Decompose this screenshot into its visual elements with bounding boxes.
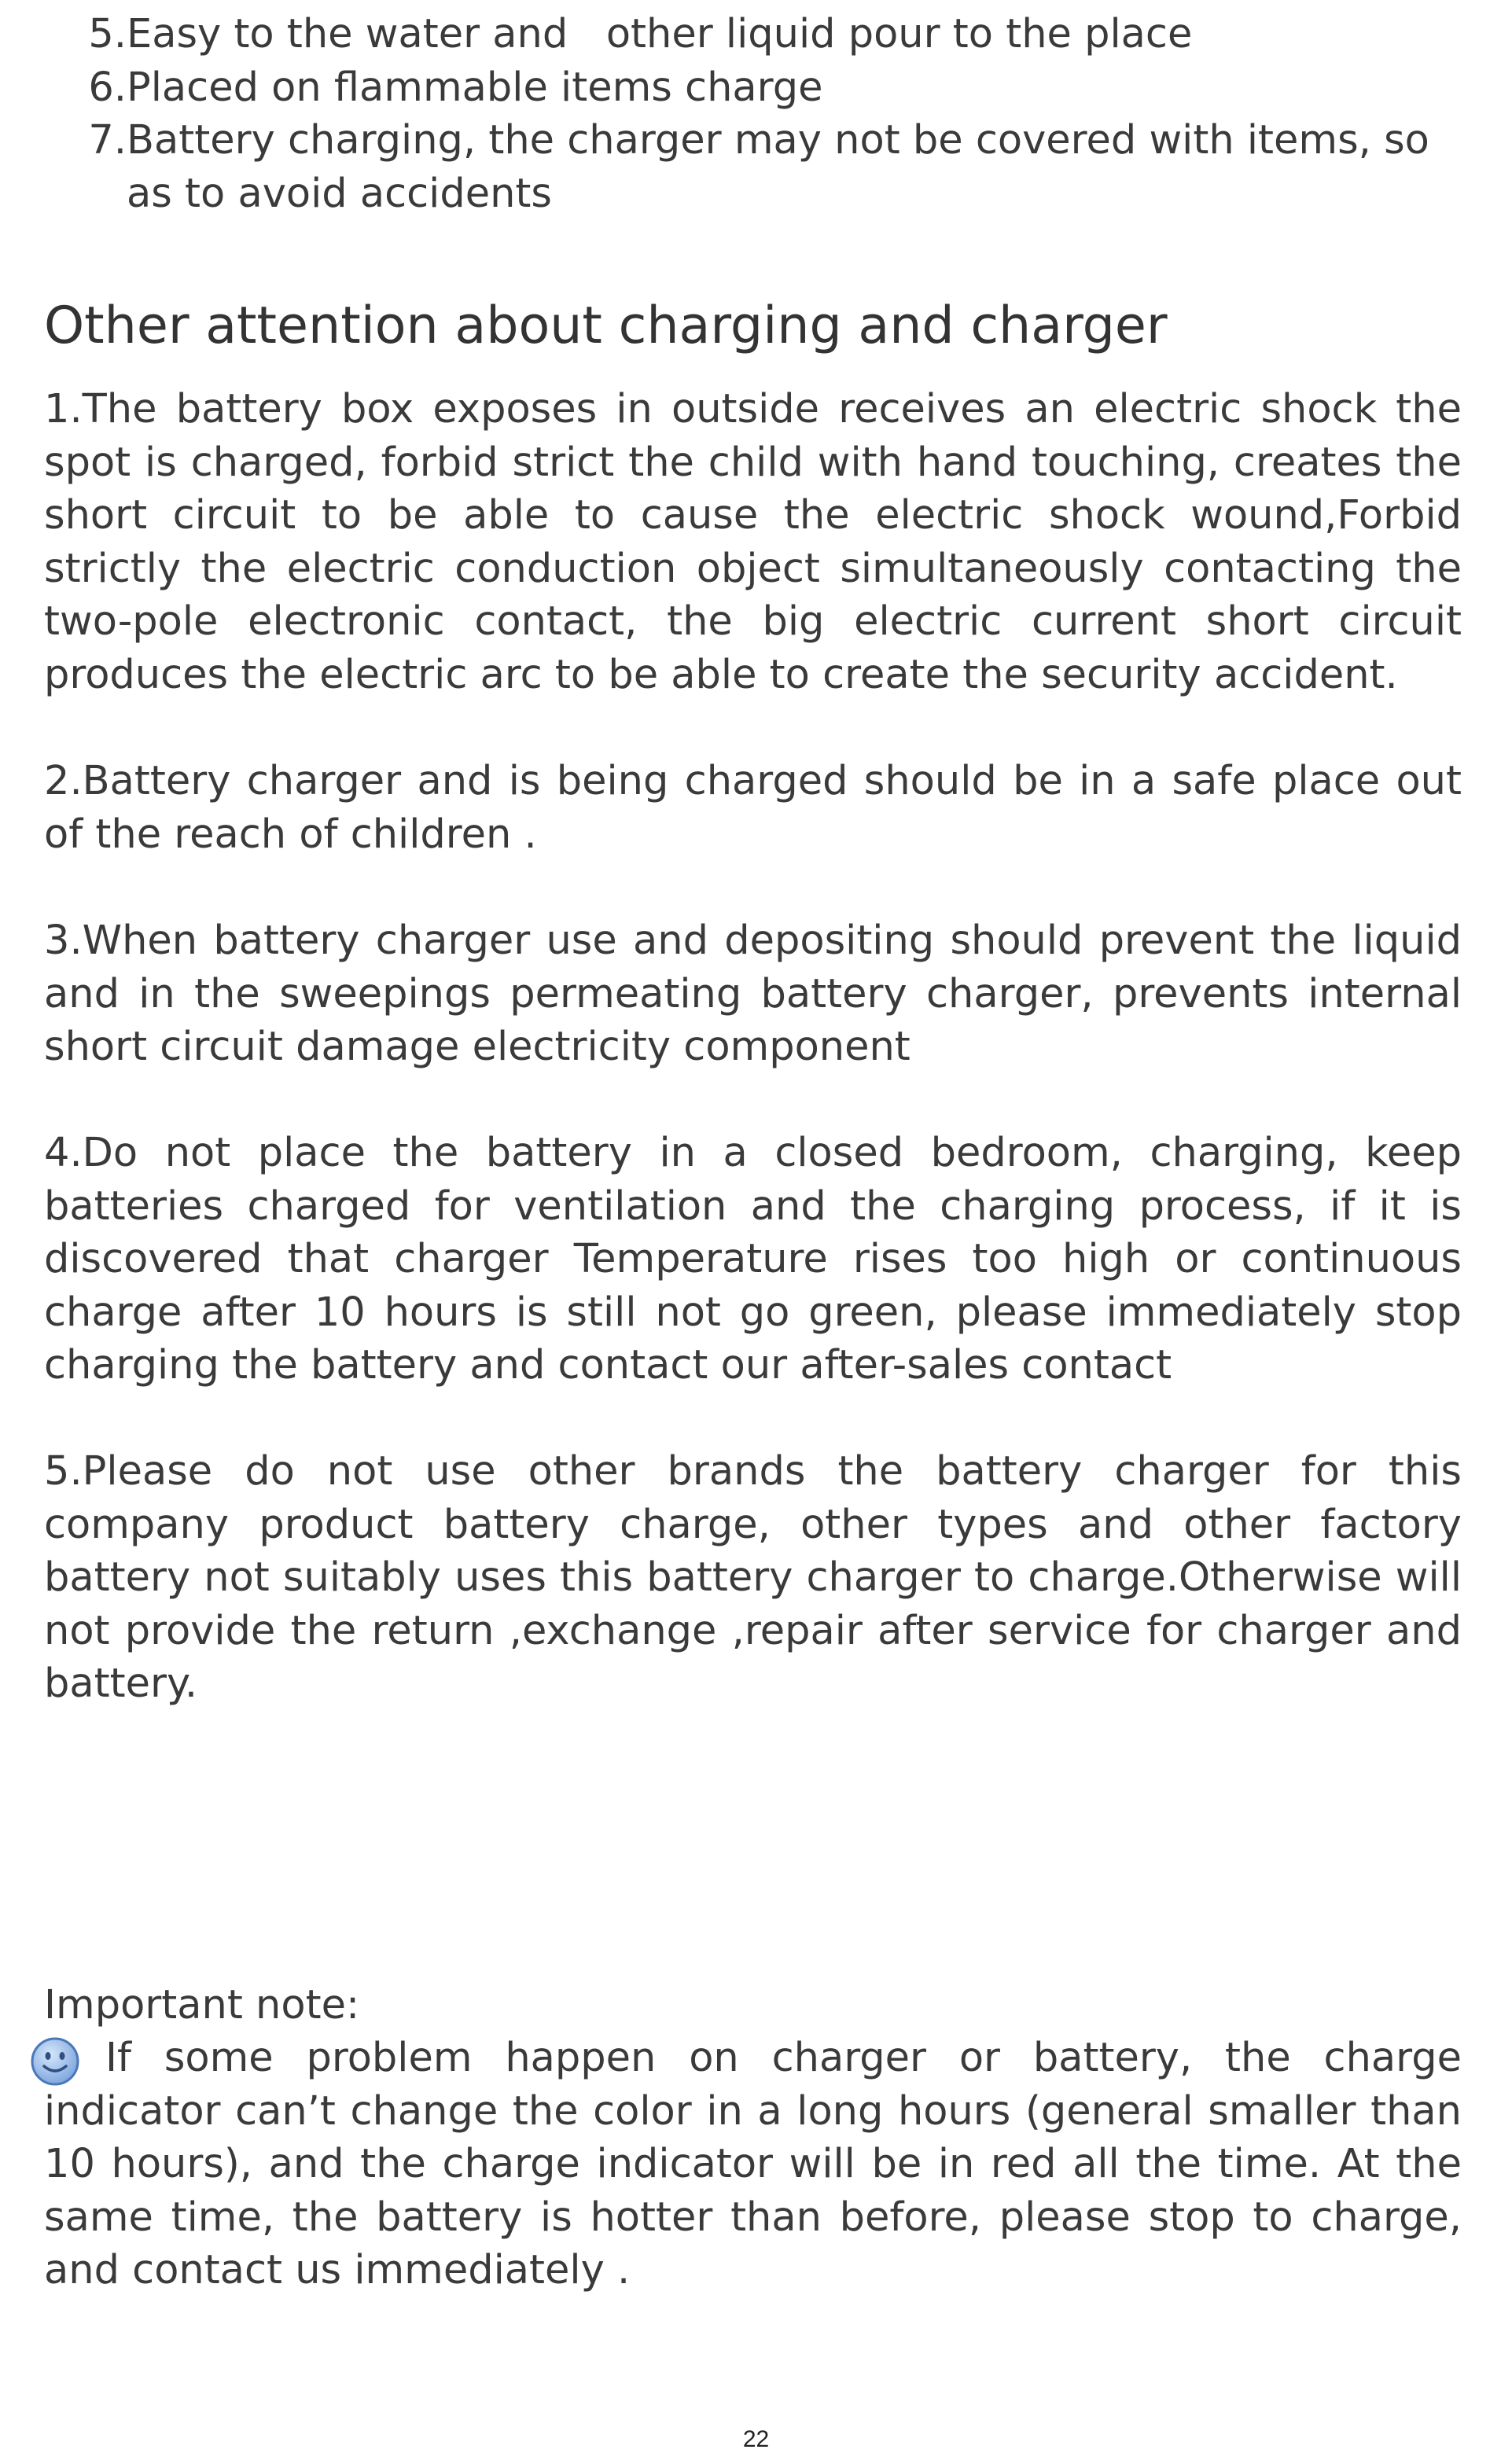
list-item-number: 7. bbox=[88, 117, 127, 164]
list-item-text: Placed on flammable items charge bbox=[127, 64, 823, 111]
list-item bbox=[44, 61, 1467, 115]
list-item bbox=[44, 8, 1467, 61]
list-item-number: 6. bbox=[88, 64, 127, 111]
list-item-number: 5. bbox=[88, 11, 127, 57]
paragraph-item-1: 1.The battery box exposes in outside receives an electric shock the spot is charged, forbid strict the child with hand touching, creates the short circuit to be able to cause the electric shock wound,Forbid strictly the electric conduction object simultaneously contacting the two-pole electronic contact, the big electric current short circuit produces the electric arc to be able to create the security accident. bbox=[44, 386, 1462, 698]
paragraph-item-3: 3.When battery charger use and depositing should prevent the liquid and in the sweepings permeating battery charger, prevents internal short circuit damage electricity component bbox=[44, 918, 1462, 1070]
list-item-text: Easy to the water and other liquid pour to the place bbox=[127, 11, 1193, 57]
section-heading: Other attention about charging and charger bbox=[44, 296, 1168, 355]
precautions-list bbox=[44, 8, 1467, 220]
page-number: 22 bbox=[742, 2426, 770, 2452]
paragraph-item-5: 5.Please do not use other brands the battery charger for this company product battery charge, other types and other factory battery not suitably uses this battery charger to charge.Otherwise will not provide the return ,exchange ,repair after service for charger and battery. bbox=[44, 1448, 1462, 1707]
list-item-text: Battery charging, the charger may not be covered with items, so as to avoid accidents bbox=[127, 117, 1429, 217]
important-note-title: Important note: bbox=[44, 1982, 360, 2028]
important-note-body: If some problem happen on charger or battery, the charge indicator can’t change the color in a long hours (general smaller than 10 hours), and the charge indicator will be in red all the time. At the same time, the battery is hotter than before, please stop to charge, and contact us immediately . bbox=[44, 2035, 1462, 2293]
paragraph-item-4: 4.Do not place the battery in a closed bedroom, charging, keep batteries charged for ventilation and the charging process, if it is discovered that charger Temperature rises too high or continuous charge after 10 hours is still not go green, please immediately stop charging the battery and contact our after-sales contact bbox=[44, 1130, 1462, 1388]
list-item bbox=[44, 114, 1467, 220]
paragraph-item-2: 2.Battery charger and is being charged should be in a safe place out of the reach of children . bbox=[44, 758, 1462, 858]
